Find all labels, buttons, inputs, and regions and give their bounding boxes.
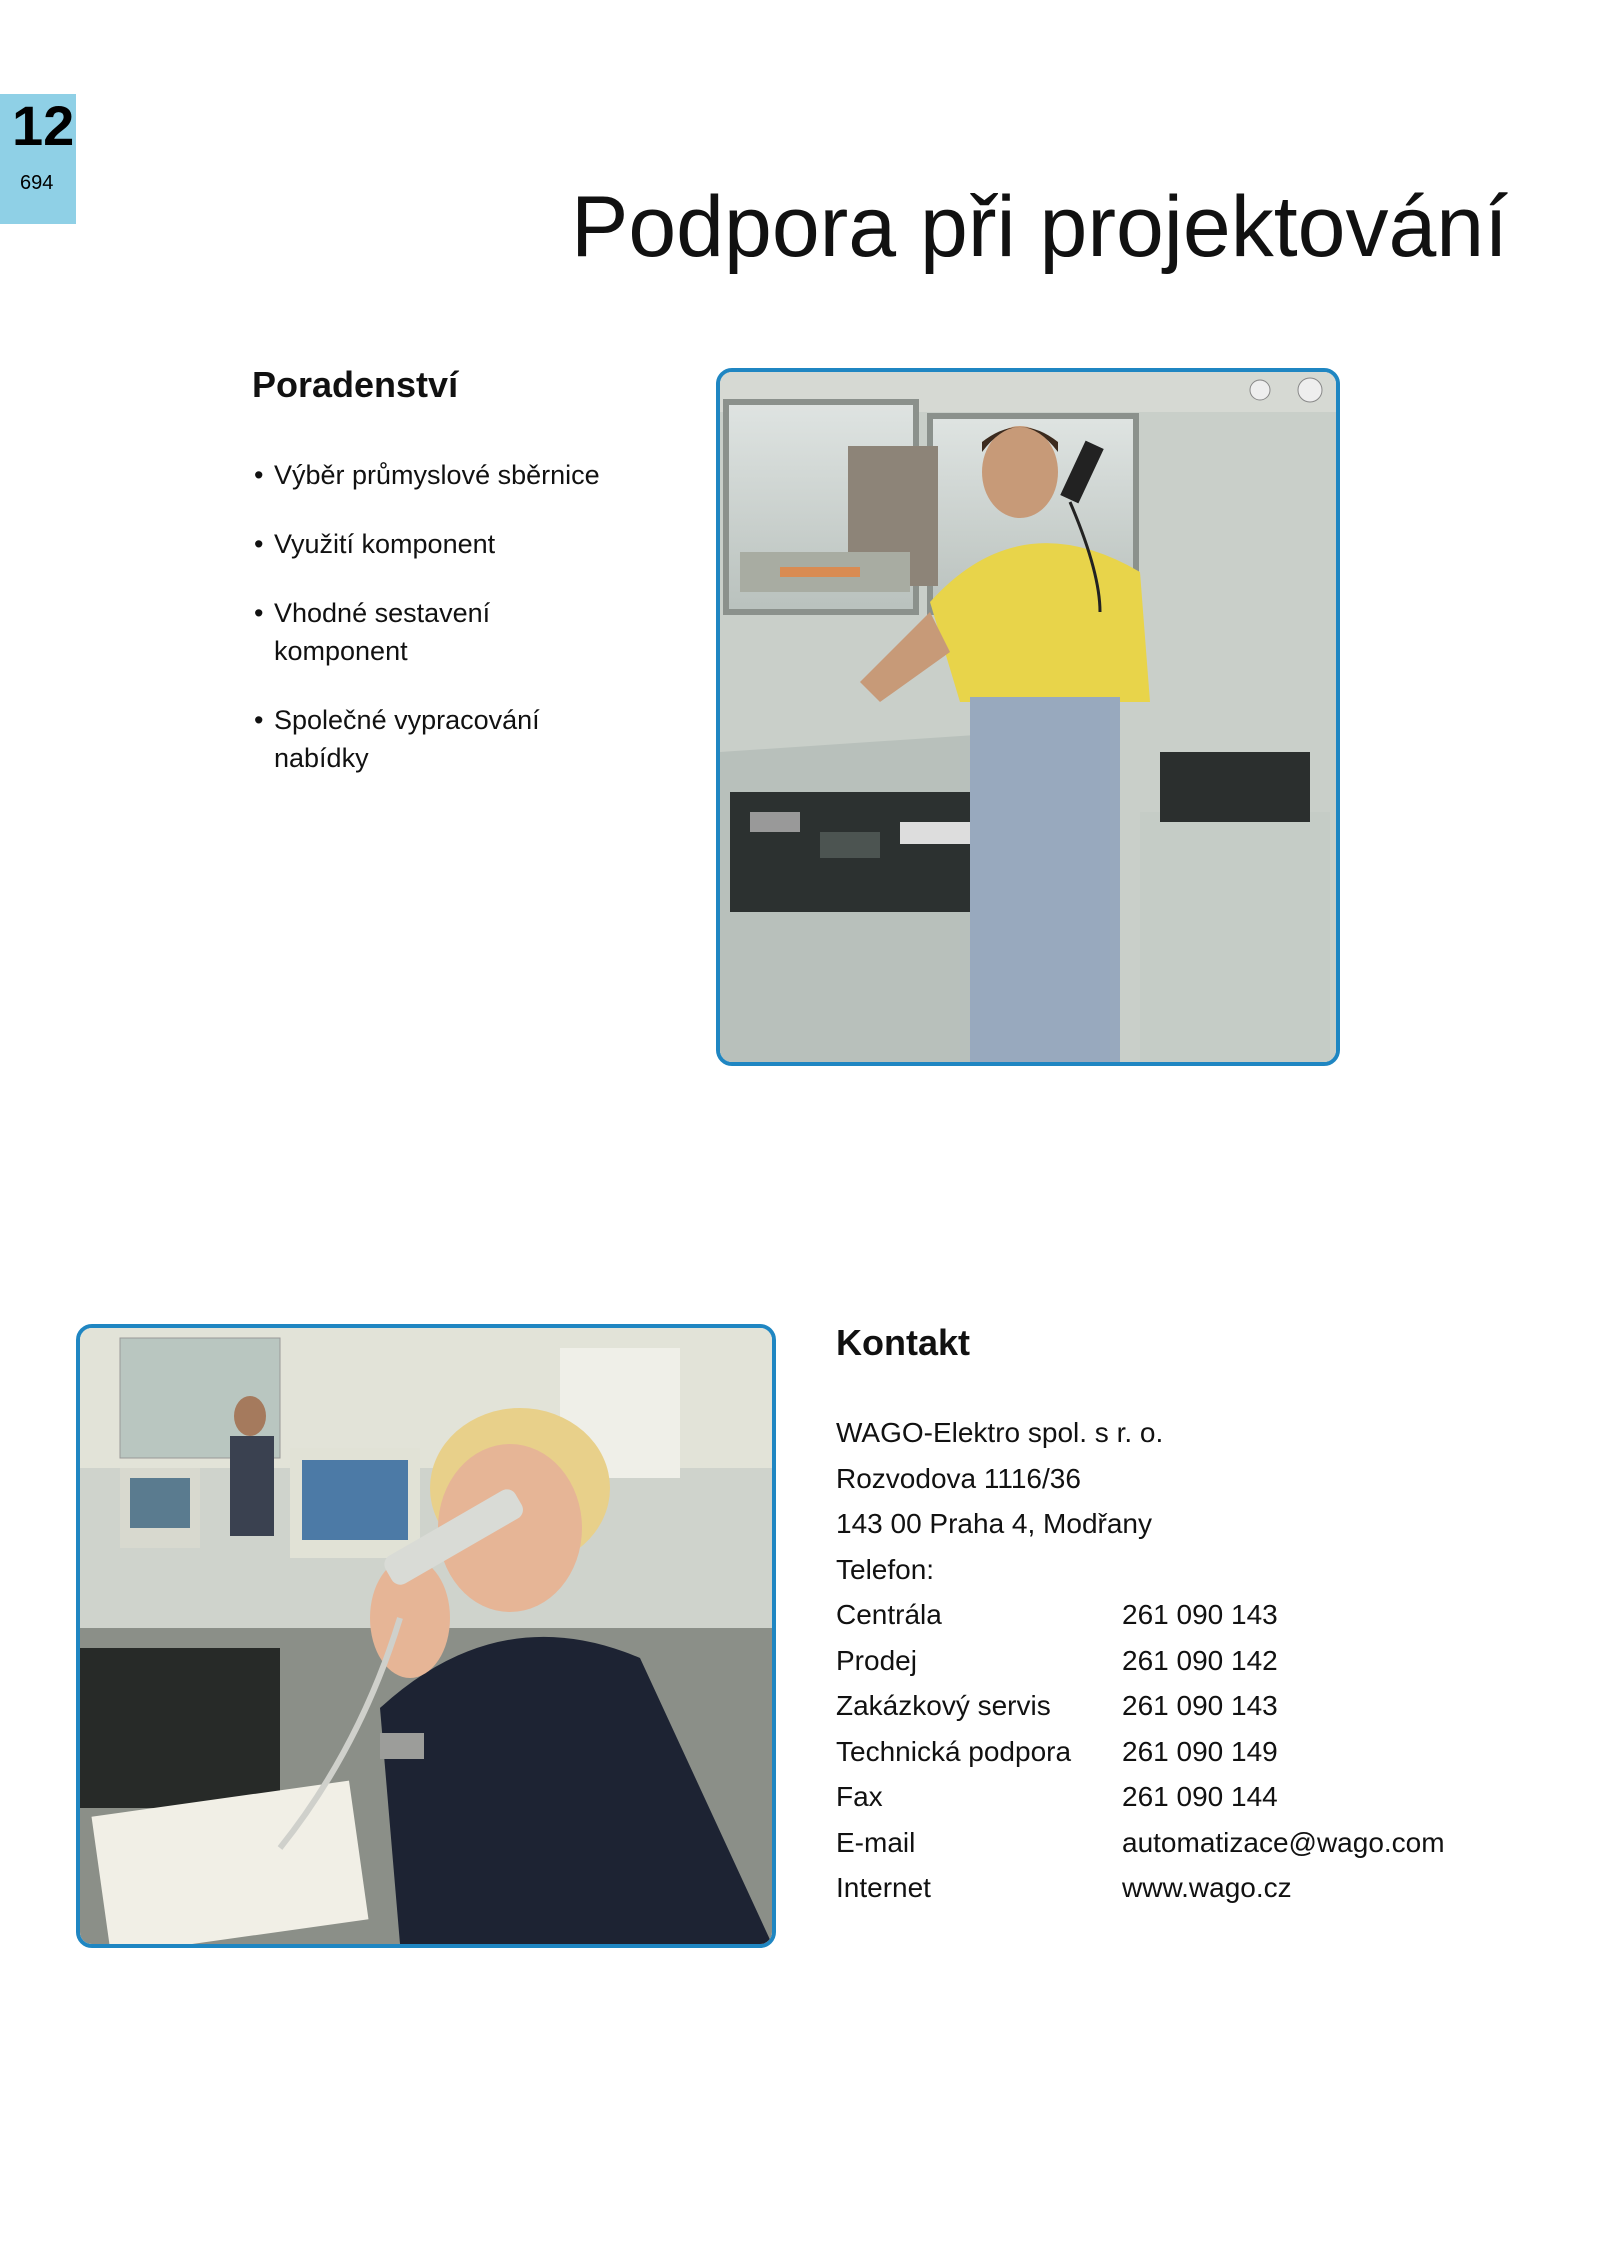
contact-heading: Kontakt [836,1322,970,1363]
row-label: Centrála [836,1599,942,1630]
street-address: Rozvodova 1116/36 [836,1462,1081,1494]
page-tab [0,94,76,224]
table-row [836,1820,1445,1866]
row-label: E-mail [836,1826,916,1858]
row-value: 261 090 149 [1122,1735,1278,1767]
company-name: WAGO-Elektro spol. s r. o. [836,1417,1164,1448]
phone-label: Telefon: [836,1553,935,1585]
list-item: • Výběr průmyslové sběrnice [254,456,674,494]
ship-bridge-illustration [720,372,1336,1062]
chapter-number: 12 [12,94,75,157]
table-row [836,1729,1445,1775]
row-value: 261 090 142 [1122,1644,1278,1676]
row-value: 261 090 143 [1122,1690,1278,1721]
row-label: Technická podpora [836,1735,1072,1767]
page-title: Podpora při projektování [570,178,1508,275]
row-label: Zakázkový servis [836,1690,1051,1721]
row-value: 261 090 143 [1122,1599,1278,1630]
contact-address [836,1410,1163,1592]
page-number: 694 [20,172,54,194]
table-row [836,1774,1445,1820]
row-label: Prodej [836,1644,917,1676]
advisory-heading: Poradenství [252,364,459,405]
row-label: Fax [836,1781,883,1812]
email-link[interactable]: automatizace@wago.com [1122,1826,1445,1858]
contact-table [836,1592,1445,1911]
row-value: 261 090 144 [1122,1781,1278,1812]
table-row [836,1865,1445,1911]
table-row [836,1638,1445,1684]
office-phone-photo [76,1324,776,1948]
city-address: 143 00 Praha 4, Modřany [836,1508,1152,1539]
advisory-list [254,456,674,808]
ship-bridge-photo [716,368,1340,1066]
list-item: • Společné vypracování nabídky [254,701,554,777]
list-item: • Využití komponent [254,525,674,563]
list-item: • Vhodné sestavení komponent [254,594,504,670]
table-row [836,1683,1445,1729]
row-label: Internet [836,1872,931,1903]
website-link[interactable]: www.wago.cz [1122,1872,1292,1903]
office-illustration [80,1328,772,1944]
table-row [836,1592,1445,1638]
